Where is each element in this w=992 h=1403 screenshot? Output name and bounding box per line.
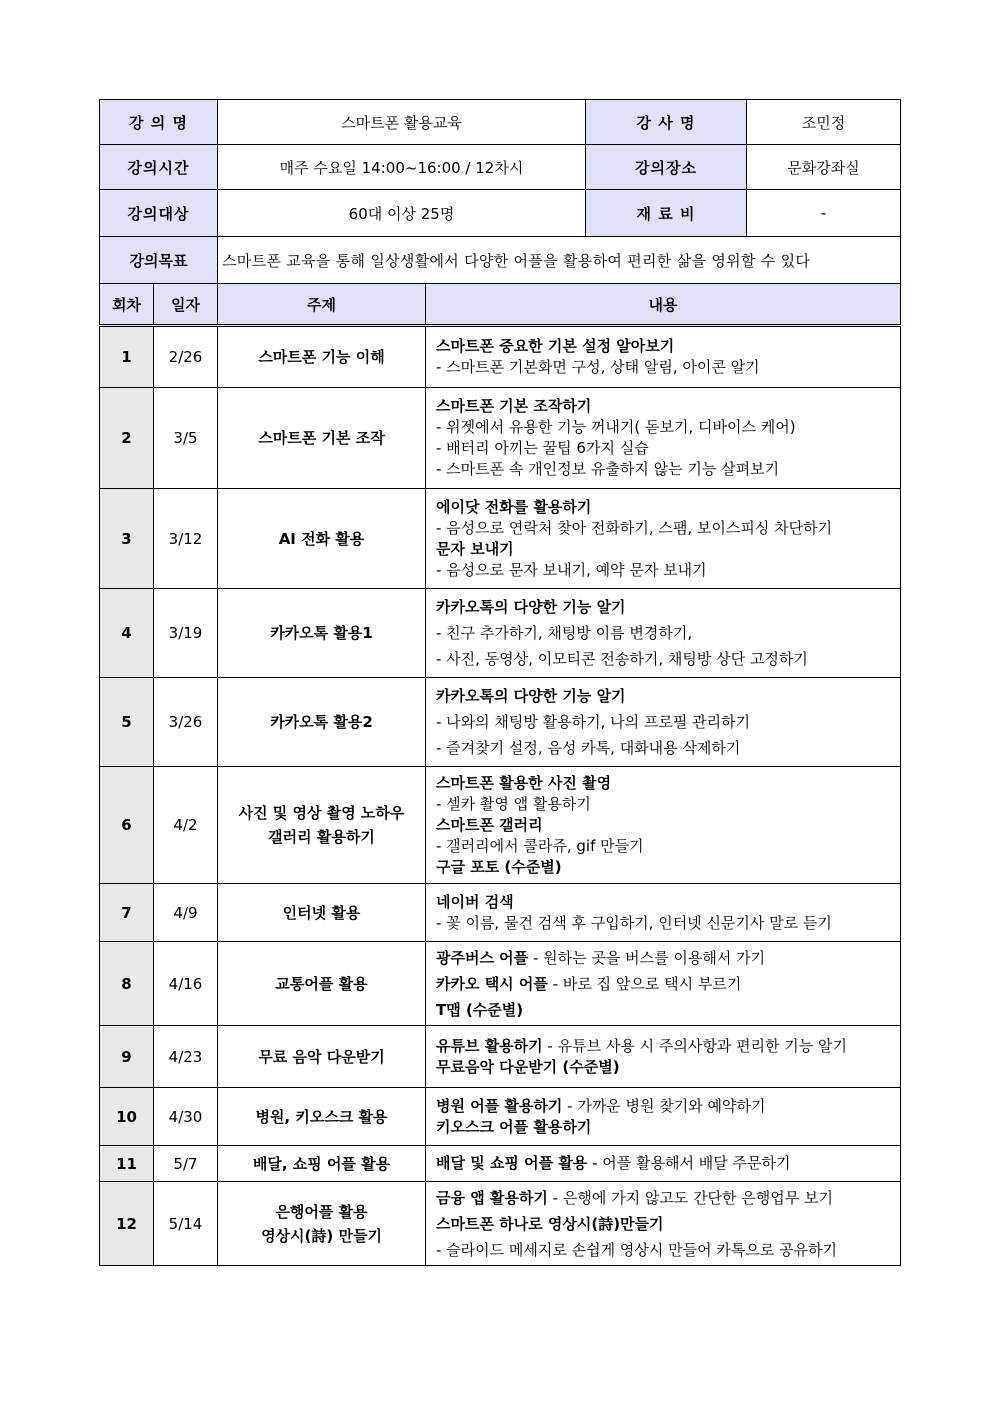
session-topic	[218, 678, 426, 767]
header-date: 일자	[154, 284, 218, 326]
content-line	[436, 459, 896, 480]
content-line	[436, 1185, 896, 1211]
session-date: 4/2	[154, 767, 218, 884]
content-text: - 스마트폰 기본화면 구성, 상태 알림, 아이콘 알기	[436, 358, 760, 376]
session-topic	[218, 326, 426, 388]
content-text: - 음성으로 문자 보내기, 예약 문자 보내기	[436, 560, 707, 579]
course-place-label: 강의장소	[586, 145, 747, 190]
content-text: - 원하는 곳을 버스를 이용해서 가기	[528, 948, 766, 967]
schedule-row	[100, 388, 901, 489]
content-line	[436, 357, 896, 378]
session-date: 4/30	[154, 1088, 218, 1146]
session-number: 11	[100, 1146, 154, 1182]
schedule-row	[100, 489, 901, 589]
content-line	[436, 620, 896, 646]
content-heading: 키오스크 어플 활용하기	[436, 1117, 592, 1136]
session-date: 3/5	[154, 388, 218, 489]
session-content	[426, 767, 901, 884]
schedule-row	[100, 1026, 901, 1088]
topic-line: 은행어플 활용	[275, 1202, 368, 1221]
content-line	[436, 1057, 896, 1078]
content-line	[436, 1237, 896, 1263]
content-text: - 꽃 이름, 물건 검색 후 구입하기, 인터넷 신문기사 말로 듣기	[436, 913, 832, 932]
session-date: 3/19	[154, 589, 218, 678]
content-text: - 가까운 병원 찾기와 예약하기	[562, 1096, 766, 1115]
schedule-table	[99, 283, 901, 1266]
session-date: 3/26	[154, 678, 218, 767]
schedule-row	[100, 942, 901, 1026]
session-number: 3	[100, 489, 154, 589]
course-goal-label: 강의목표	[100, 237, 218, 284]
session-topic	[218, 489, 426, 589]
session-number: 10	[100, 1088, 154, 1146]
content-line	[436, 997, 896, 1023]
content-heading: 스마트폰 중요한 기본 설정 알아보기	[436, 337, 675, 355]
content-line	[436, 438, 896, 459]
content-text: - 어플 활용해서 배달 주문하기	[587, 1154, 791, 1172]
topic-line: 스마트폰 기본 조작	[258, 429, 385, 447]
topic-line: 카카오톡 활용1	[270, 624, 373, 642]
content-line	[436, 560, 896, 581]
content-text: - 친구 추가하기, 채팅방 이름 변경하기,	[436, 624, 693, 642]
session-topic	[218, 1182, 426, 1266]
course-target-label: 강의대상	[100, 190, 218, 237]
content-line	[436, 594, 896, 620]
material-cost-value: -	[747, 190, 901, 237]
header-content: 내용	[426, 284, 901, 326]
content-heading: 스마트폰 기본 조작하기	[436, 397, 592, 415]
content-heading: 스마트폰 활용한 사진 촬영	[436, 773, 612, 792]
content-text: - 바로 집 앞으로 택시 부르기	[547, 974, 742, 993]
session-topic	[218, 942, 426, 1026]
content-line	[436, 971, 896, 997]
content-heading: 스마트폰 하나로 영상시(詩)만들기	[436, 1214, 664, 1233]
session-date: 4/16	[154, 942, 218, 1026]
schedule-row	[100, 884, 901, 942]
content-text: - 음성으로 연락처 찾아 전화하기, 스팸, 보이스피싱 차단하기	[436, 518, 833, 537]
course-target-value: 60대 이상 25명	[218, 190, 586, 237]
content-text: - 유튜브 사용 시 주의사항과 편리한 기능 알기	[542, 1036, 848, 1055]
topic-line: 배달, 쇼핑 어플 활용	[252, 1154, 391, 1173]
topic-line: 스마트폰 기능 이해	[258, 348, 385, 366]
session-content	[426, 1146, 901, 1182]
content-line	[436, 945, 896, 971]
content-heading: T맵 (수준별)	[436, 1000, 524, 1019]
session-number: 4	[100, 589, 154, 678]
content-heading: 스마트폰 갤러리	[436, 815, 543, 834]
session-content	[426, 326, 901, 388]
schedule-row	[100, 589, 901, 678]
content-line	[436, 794, 896, 815]
session-topic	[218, 1088, 426, 1146]
content-line	[436, 1117, 896, 1138]
session-content	[426, 942, 901, 1026]
topic-line: 사진 및 영상 촬영 노하우	[238, 804, 405, 822]
session-number: 12	[100, 1182, 154, 1266]
session-content	[426, 589, 901, 678]
session-date: 3/12	[154, 489, 218, 589]
content-heading: 카카오톡의 다양한 기능 알기	[436, 687, 626, 705]
session-topic	[218, 388, 426, 489]
session-number: 7	[100, 884, 154, 942]
session-number: 1	[100, 326, 154, 388]
course-time-value: 매주 수요일 14:00~16:00 / 12차시	[218, 145, 586, 190]
session-content	[426, 884, 901, 942]
topic-line: AI 전화 활용	[278, 529, 365, 548]
schedule-row	[100, 767, 901, 884]
content-line	[436, 815, 896, 836]
course-name-value: 스마트폰 활용교육	[218, 100, 586, 145]
session-content	[426, 1088, 901, 1146]
course-place-value: 문화강좌실	[747, 145, 901, 190]
session-content	[426, 388, 901, 489]
content-line	[436, 857, 896, 878]
session-content	[426, 489, 901, 589]
header-session: 회차	[100, 284, 154, 326]
material-cost-label: 재 료 비	[586, 190, 747, 237]
content-line	[436, 1153, 896, 1174]
topic-line: 인터넷 활용	[282, 903, 361, 922]
content-heading: 유튜브 활용하기	[436, 1036, 543, 1055]
content-line	[436, 709, 896, 735]
session-date: 4/9	[154, 884, 218, 942]
course-goal-value: 스마트폰 교육을 통해 일상생활에서 다양한 어플을 활용하여 편리한 삶을 영위할 수 있다	[218, 237, 901, 284]
session-content	[426, 1182, 901, 1266]
content-text: - 슬라이드 메세지로 손쉽게 영상시 만들어 카톡으로 공유하기	[436, 1240, 838, 1259]
content-line	[436, 1096, 896, 1117]
content-line	[436, 417, 896, 438]
content-heading: 광주버스 어플	[436, 948, 529, 967]
schedule-header-row	[100, 284, 901, 326]
content-line	[436, 735, 896, 761]
content-heading: 무료음악 다운받기 (수준별)	[436, 1057, 620, 1076]
content-line	[436, 396, 896, 417]
course-time-label: 강의시간	[100, 145, 218, 190]
content-line	[436, 336, 896, 357]
header-topic: 주제	[218, 284, 426, 326]
session-topic	[218, 1146, 426, 1182]
content-heading: 금융 앱 활용하기	[436, 1188, 548, 1207]
topic-line: 병원, 키오스크 활용	[255, 1107, 388, 1126]
session-topic	[218, 767, 426, 884]
content-line	[436, 1036, 896, 1057]
session-number: 6	[100, 767, 154, 884]
topic-line: 갤러리 활용하기	[268, 828, 375, 846]
content-text: - 스마트폰 속 개인정보 유출하지 않는 기능 살펴보기	[436, 460, 780, 478]
session-topic	[218, 1026, 426, 1088]
schedule-row	[100, 1182, 901, 1266]
content-text: - 갤러리에서 콜라쥬, gif 만들기	[436, 836, 644, 855]
content-heading: 구글 포토 (수준별)	[436, 857, 562, 876]
content-heading: 카카오 택시 어플	[436, 974, 548, 993]
schedule-row	[100, 678, 901, 767]
content-line	[436, 913, 896, 934]
session-number: 9	[100, 1026, 154, 1088]
content-text: - 은행에 가지 않고도 간단한 은행업무 보기	[547, 1188, 834, 1207]
topic-line: 영상시(詩) 만들기	[261, 1226, 382, 1245]
content-line	[436, 892, 896, 913]
course-info-table	[99, 99, 901, 284]
session-topic	[218, 884, 426, 942]
content-line	[436, 836, 896, 857]
content-text: - 나와의 채팅방 활용하기, 나의 프로필 관리하기	[436, 713, 751, 731]
content-heading: 배달 및 쇼핑 어플 활용	[436, 1154, 588, 1172]
topic-line: 교통어플 활용	[275, 974, 368, 993]
session-topic	[218, 589, 426, 678]
schedule-row	[100, 326, 901, 388]
content-text: - 셀카 촬영 앱 활용하기	[436, 794, 591, 813]
session-number: 5	[100, 678, 154, 767]
content-heading: 네이버 검색	[436, 892, 514, 911]
content-text: - 사진, 동영상, 이모티콘 전송하기, 채팅방 상단 고정하기	[436, 650, 808, 668]
session-number: 8	[100, 942, 154, 1026]
content-heading: 문자 보내기	[436, 539, 514, 558]
instructor-label: 강 사 명	[586, 100, 747, 145]
content-line	[436, 539, 896, 560]
content-line	[436, 1211, 896, 1237]
content-heading: 에이닷 전화를 활용하기	[436, 497, 592, 516]
content-text: - 배터리 아끼는 꿀팁 6가지 실습	[436, 439, 649, 457]
content-heading: 카카오톡의 다양한 기능 알기	[436, 598, 626, 616]
content-line	[436, 683, 896, 709]
schedule-row	[100, 1088, 901, 1146]
session-date: 4/23	[154, 1026, 218, 1088]
topic-line: 무료 음악 다운받기	[258, 1047, 385, 1066]
session-content	[426, 1026, 901, 1088]
content-text: - 위젯에서 유용한 기능 꺼내기( 돋보기, 디바이스 케어)	[436, 418, 796, 436]
course-name-label: 강 의 명	[100, 100, 218, 145]
session-date: 2/26	[154, 326, 218, 388]
schedule-row	[100, 1146, 901, 1182]
session-content	[426, 678, 901, 767]
content-line	[436, 646, 896, 672]
session-number: 2	[100, 388, 154, 489]
content-line	[436, 518, 896, 539]
session-date: 5/7	[154, 1146, 218, 1182]
content-line	[436, 773, 896, 794]
content-heading: 병원 어플 활용하기	[436, 1096, 563, 1115]
instructor-value: 조민정	[747, 100, 901, 145]
content-line	[436, 497, 896, 518]
content-text: - 즐겨찾기 설정, 음성 카톡, 대화내용 삭제하기	[436, 739, 741, 757]
course-plan-sheet	[99, 99, 900, 1266]
topic-line: 카카오톡 활용2	[270, 713, 373, 731]
session-date: 5/14	[154, 1182, 218, 1266]
